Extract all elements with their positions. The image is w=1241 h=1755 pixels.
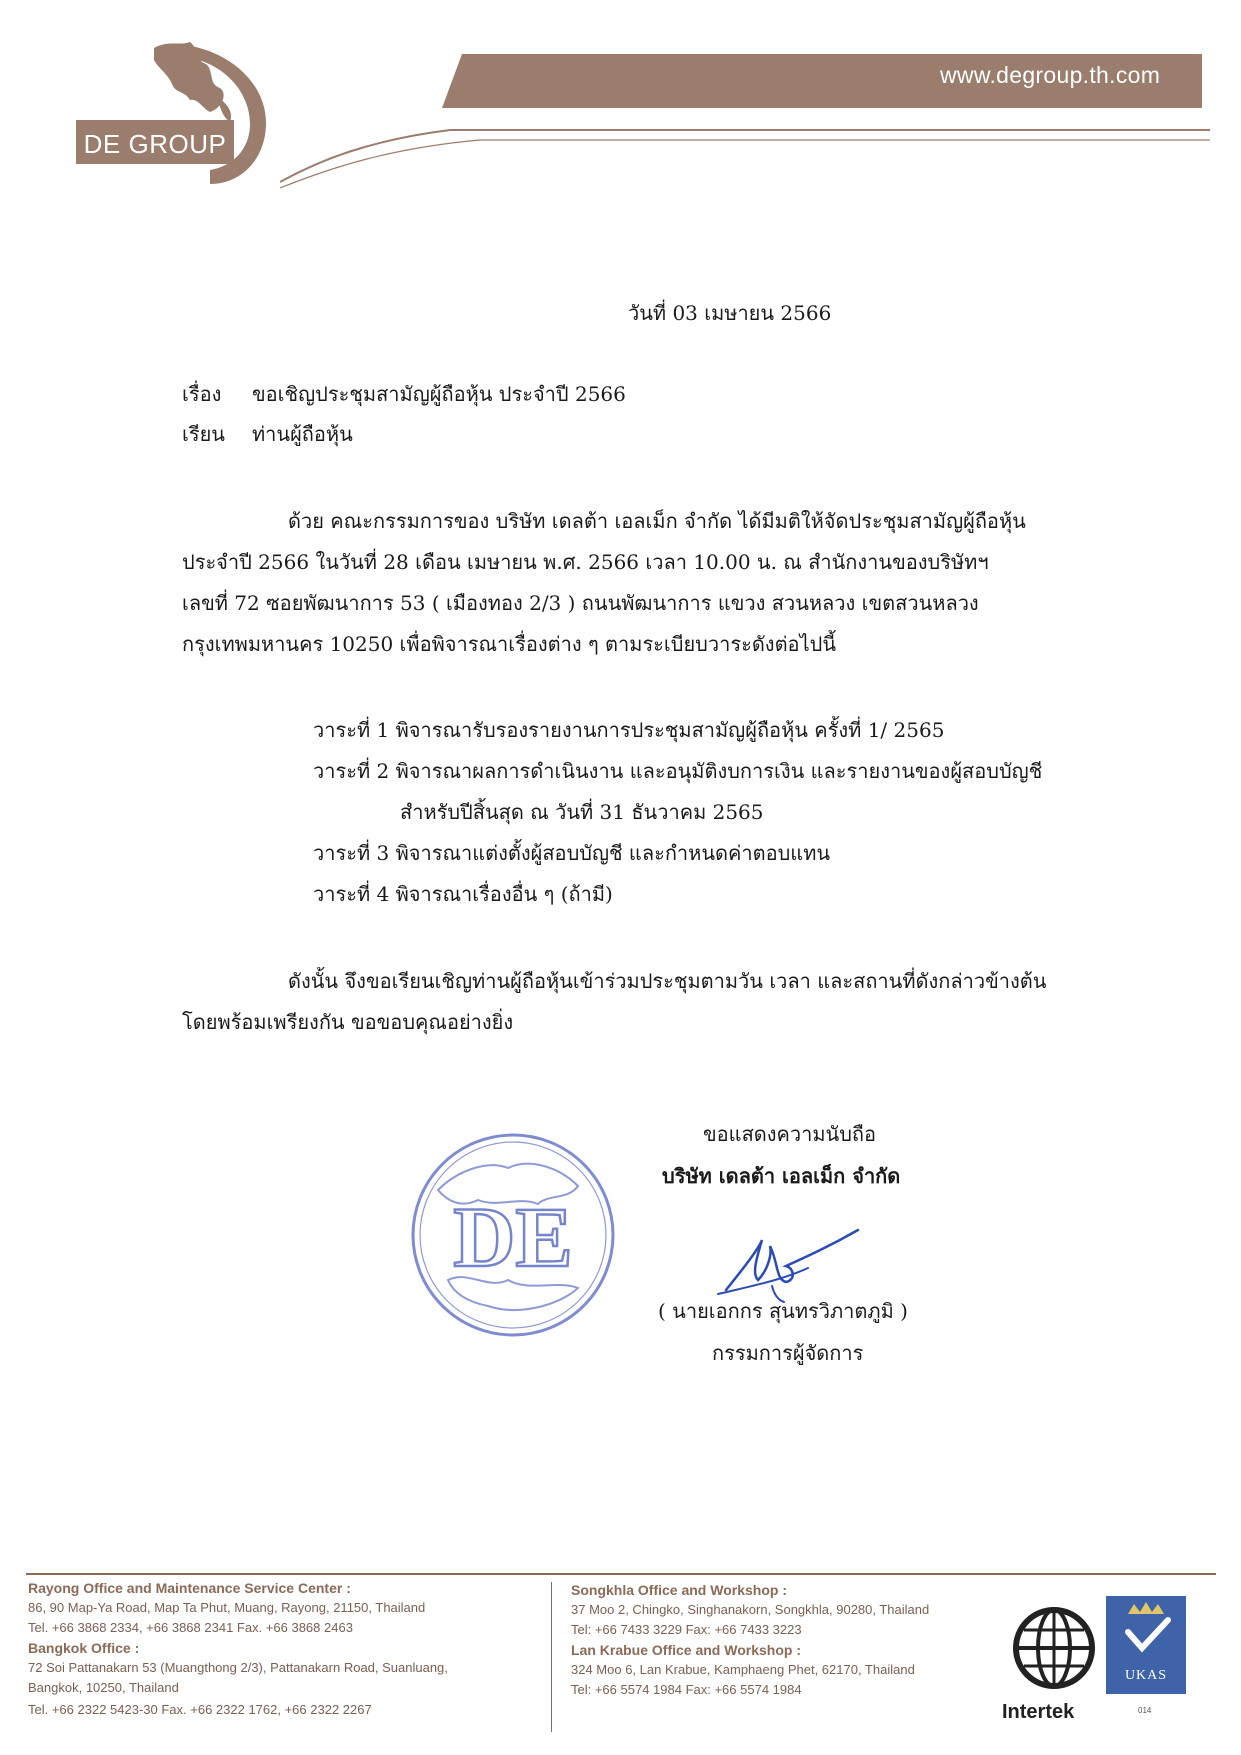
company-seal-stamp (408, 1130, 618, 1340)
agenda-item-4: วาระที่ 4 พิจารณาเรื่องอื่น ๆ (ถ้ามี) (313, 882, 613, 906)
subject-label: เรื่อง (182, 382, 222, 406)
paragraph-1-line-4: กรุงเทพมหานคร 10250 เพื่อพิจารณาเรื่องต่าง ๆ ตามระเบียบวาระดังต่อไปนี้ (182, 632, 836, 656)
bangkok-office-address-2: Bangkok, 10250, Thailand (28, 1680, 179, 1695)
agenda-item-3: วาระที่ 3 พิจารณาแต่งตั้งผู้สอบบัญชี และกำหนดค่าตอบแทน (313, 841, 831, 865)
rayong-office-phone: Tel. +66 3868 2334, +66 3868 2341 Fax. +66 3868 2463 (28, 1620, 353, 1635)
recipient-label: เรียน (182, 422, 225, 446)
brand-logo: DE GROUP (76, 120, 234, 164)
rayong-office-heading: Rayong Office and Maintenance Service Center : (28, 1580, 351, 1596)
paragraph-1-line-1: ด้วย คณะกรรมการของ บริษัท เดลต้า เอลเม็ก จำกัด ได้มีมติให้จัดประชุมสามัญผู้ถือหุ้น (288, 509, 1026, 533)
lankrabue-office-address: 324 Moo 6, Lan Krabue, Kamphaeng Phet, 62170, Thailand (571, 1662, 915, 1677)
intertek-label: Intertek (1002, 1701, 1075, 1723)
recipient-text: ท่านผู้ถือหุ้น (252, 422, 353, 446)
songkhla-office-heading: Songkhla Office and Workshop : (571, 1582, 787, 1598)
lankrabue-office-phone: Tel: +66 5574 1984 Fax: +66 5574 1984 (571, 1682, 802, 1697)
songkhla-office-address: 37 Moo 2, Chingko, Singhanakorn, Songkhla, 90280, Thailand (571, 1602, 930, 1617)
bangkok-office-heading: Bangkok Office : (28, 1640, 140, 1656)
paragraph-2-line-2: โดยพร้อมเพรียงกัน ขอขอบคุณอย่างยิ่ง (182, 1010, 514, 1034)
ukas-number: 014 (1138, 1706, 1152, 1715)
iso-certification-globe-icon (1004, 1596, 1104, 1696)
svg-text:DE: DE (453, 1189, 573, 1285)
footer-rule (26, 1573, 1216, 1575)
agenda-item-2-continued: สำหรับปีสิ้นสุด ณ วันที่ 31 ธันวาคม 2565 (400, 800, 764, 824)
paragraph-2-line-1: ดังนั้น จึงขอเรียนเชิญท่านผู้ถือหุ้นเข้าร่วมประชุมตามวัน เวลา และสถานที่ดังกล่าวข้างต้น (288, 969, 1047, 993)
agenda-item-1: วาระที่ 1 พิจารณารับรองรายงานการประชุมสามัญผู้ถือหุ้น ครั้งที่ 1/ 2565 (313, 718, 945, 742)
songkhla-office-phone: Tel: +66 7433 3229 Fax: +66 7433 3223 (571, 1622, 802, 1637)
website-url[interactable]: www.degroup.th.com (940, 62, 1161, 88)
footer-divider (551, 1582, 552, 1732)
signer-title: กรรมการผู้จัดการ (712, 1341, 864, 1365)
header-rule-lines (280, 100, 1210, 190)
closing-salutation: ขอแสดงความนับถือ (703, 1122, 877, 1146)
lankrabue-office-heading: Lan Krabue Office and Workshop : (571, 1642, 801, 1658)
company-name: บริษัท เดลต้า เอลเม็ก จำกัด (662, 1164, 901, 1188)
crown-check-icon (1106, 1596, 1186, 1666)
bangkok-office-address-1: 72 Soi Pattanakarn 53 (Muangthong 2/3), Pattanakarn Road, Suanluang, (28, 1660, 448, 1675)
agenda-item-2: วาระที่ 2 พิจารณาผลการดำเนินงาน และอนุมัติงบการเงิน และรายงานของผู้สอบบัญชี (313, 759, 1043, 783)
paragraph-1-line-2: ประจำปี 2566 ในวันที่ 28 เดือน เมษายน พ.ศ. 2566 เวลา 10.00 น. ณ สำนักงานของบริษัทฯ (182, 550, 989, 574)
bangkok-office-phone: Tel. +66 2322 5423-30 Fax. +66 2322 1762, +66 2322 2267 (28, 1702, 372, 1717)
rayong-office-address: 86, 90 Map-Ya Road, Map Ta Phut, Muang, Rayong, 21150, Thailand (28, 1600, 426, 1615)
signer-name: ( นายเอกกร สุนทรวิภาตภูมิ ) (658, 1299, 908, 1323)
subject-text: ขอเชิญประชุมสามัญผู้ถือหุ้น ประจำปี 2566 (252, 382, 626, 406)
letter-date: วันที่ 03 เมษายน 2566 (628, 301, 832, 325)
paragraph-1-line-3: เลขที่ 72 ซอยพัฒนาการ 53 ( เมืองทอง 2/3 ) ถนนพัฒนาการ แขวง สวนหลวง เขตสวนหลวง (182, 591, 979, 615)
ukas-label: UKAS (1124, 1668, 1168, 1683)
